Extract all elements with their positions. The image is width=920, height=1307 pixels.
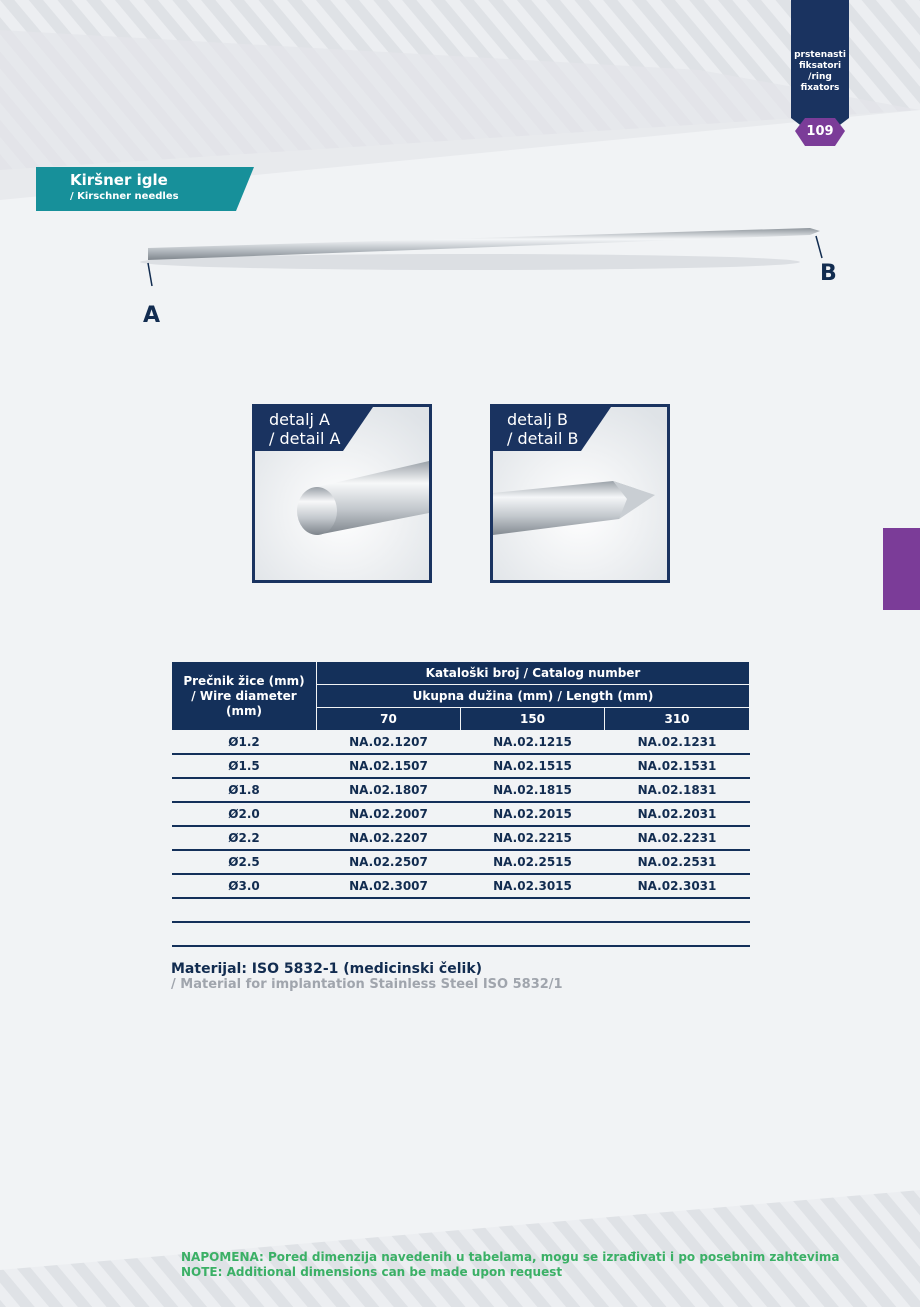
chapter-tab-line-1: prstenasti (794, 50, 846, 60)
catalog-cell: NA.02.2507 (317, 850, 461, 874)
diameter-cell: Ø1.2 (172, 731, 317, 755)
page-subtitle: / Kirschner needles (70, 191, 179, 202)
page-number: 109 (806, 124, 834, 139)
detail-a-box (252, 404, 432, 583)
table-row (172, 778, 750, 802)
catalog-cell: NA.02.1531 (605, 754, 750, 778)
catalog-cell: NA.02.2215 (461, 826, 605, 850)
side-color-tab (883, 528, 920, 610)
detail-b-label-1: detalj B (507, 410, 569, 429)
diameter-cell: Ø1.8 (172, 778, 317, 802)
catalog-number-header: Kataloški broj / Catalog number (317, 662, 750, 685)
table-row (172, 874, 750, 898)
diameter-header-line-1: Prečnik žice (mm) (183, 673, 305, 688)
length-col-150: 150 (461, 708, 605, 731)
catalog-cell: NA.02.1807 (317, 778, 461, 802)
chapter-tab-line-3: /ring (808, 72, 832, 82)
catalog-cell: NA.02.2031 (605, 802, 750, 826)
note-text: NAPOMENA: Pored dimenzija navedenih u tabelama, mogu se izrađivati i po posebnim zahtevima (181, 1250, 840, 1264)
length-col-70: 70 (317, 708, 461, 731)
table-row-empty (172, 898, 750, 922)
length-header: Ukupna dužina (mm) / Length (mm) (317, 685, 750, 708)
catalog-cell: NA.02.3031 (605, 874, 750, 898)
note-text-en: NOTE: Additional dimensions can be made upon request (181, 1265, 563, 1279)
table-row (172, 826, 750, 850)
table-row (172, 802, 750, 826)
detail-b-box (490, 404, 670, 583)
chapter-tab-line-4: fixators (800, 83, 840, 93)
catalog-cell: NA.02.1207 (317, 731, 461, 755)
catalog-cell: NA.02.1507 (317, 754, 461, 778)
catalog-cell: NA.02.3015 (461, 874, 605, 898)
diameter-cell: Ø2.0 (172, 802, 317, 826)
catalog-cell: NA.02.1215 (461, 731, 605, 755)
detail-a-label-1: detalj A (269, 410, 330, 429)
marker-b: B (820, 261, 837, 286)
decorative-stripes-bottom (0, 1180, 920, 1307)
table-row (172, 754, 750, 778)
catalog-cell: NA.02.2015 (461, 802, 605, 826)
catalog-cell: NA.02.1815 (461, 778, 605, 802)
marker-a: A (143, 303, 161, 328)
diameter-cell: Ø1.5 (172, 754, 317, 778)
kirschner-needle-image (130, 218, 850, 338)
material-text: Materijal: ISO 5832-1 (medicinski čelik) (171, 961, 483, 977)
chapter-tab-line-2: fiksatori (798, 61, 842, 71)
catalog-cell: NA.02.2515 (461, 850, 605, 874)
detail-a-label-2: / detail A (269, 429, 341, 448)
table-row (172, 850, 750, 874)
diameter-header (172, 662, 317, 731)
catalog-cell: NA.02.1231 (605, 731, 750, 755)
diameter-header-line-2: / Wire diameter (mm) (191, 688, 297, 718)
diameter-cell: Ø2.5 (172, 850, 317, 874)
catalog-cell: NA.02.2007 (317, 802, 461, 826)
length-col-310: 310 (605, 708, 750, 731)
catalog-table (171, 661, 750, 947)
chapter-tab (791, 0, 849, 148)
diameter-cell: Ø2.2 (172, 826, 317, 850)
catalog-cell: NA.02.2207 (317, 826, 461, 850)
material-text-en: / Material for implantation Stainless Steel ISO 5832/1 (171, 977, 563, 992)
table-row (172, 731, 750, 755)
diameter-cell: Ø3.0 (172, 874, 317, 898)
catalog-cell: NA.02.1831 (605, 778, 750, 802)
table-row-empty (172, 922, 750, 946)
catalog-cell: NA.02.1515 (461, 754, 605, 778)
catalog-cell: NA.02.2531 (605, 850, 750, 874)
catalog-cell: NA.02.3007 (317, 874, 461, 898)
catalog-cell: NA.02.2231 (605, 826, 750, 850)
detail-b-label-2: / detail B (507, 429, 579, 448)
page-title: Kiršner igle (70, 171, 168, 189)
